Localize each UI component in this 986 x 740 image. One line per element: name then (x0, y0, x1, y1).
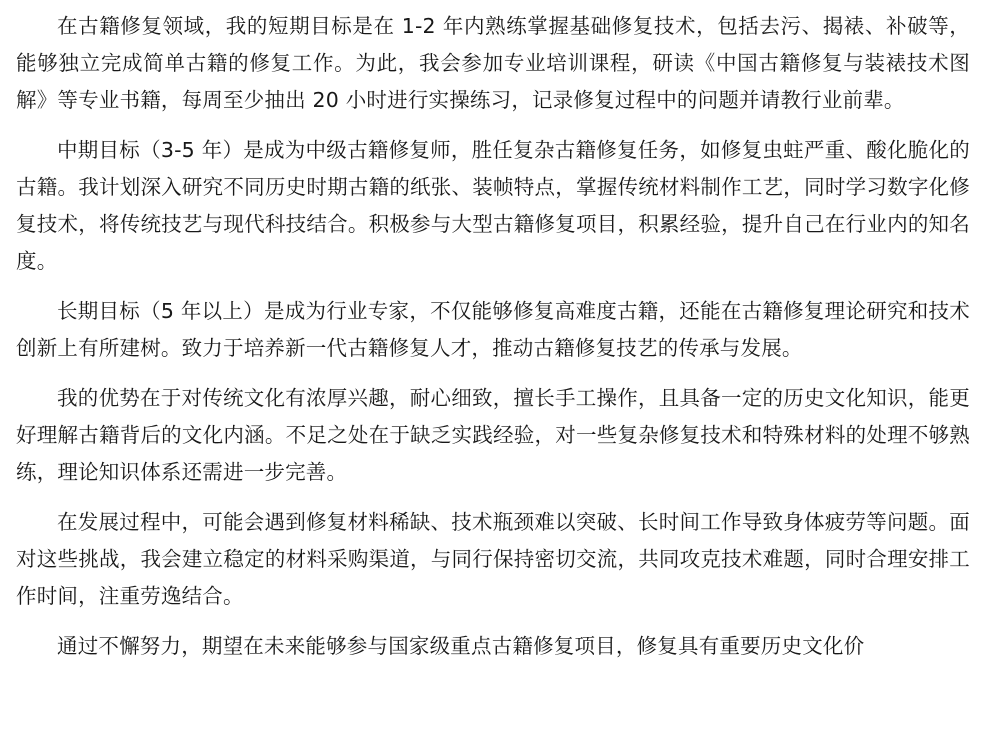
paragraph-conclusion: 通过不懈努力，期望在未来能够参与国家级重点古籍修复项目，修复具有重要历史文化价 (57, 634, 865, 658)
paragraph-challenges: 在发展过程中，可能会遇到修复材料稀缺、技术瓶颈难以突破、长时间工作导致身体疲劳等问题。面对这些挑战，我会建立稳定的材料采购渠道，与同行保持密切交流，共同攻克技术难题，同时合理安排工作时间，注重劳逸结合。 (16, 510, 970, 608)
paragraph-mid-term-goal: 中期目标（3-5 年）是成为中级古籍修复师，胜任复杂古籍修复任务，如修复虫蛀严重、酸化脆化的古籍。我计划深入研究不同历史时期古籍的纸张、装帧特点，掌握传统材料制作工艺，同时学习数字化修复技术，将传统技艺与现代科技结合。积极参与大型古籍修复项目，积累经验，提升自己在行业内的知名度。 (16, 138, 970, 273)
paragraph-long-term-goal: 长期目标（5 年以上）是成为行业专家，不仅能够修复高难度古籍，还能在古籍修复理论研究和技术创新上有所建树。致力于培养新一代古籍修复人才，推动古籍修复技艺的传承与发展。 (16, 299, 970, 360)
paragraph-short-term-goal: 在古籍修复领域，我的短期目标是在 1-2 年内熟练掌握基础修复技术，包括去污、揭裱、补破等，能够独立完成简单古籍的修复工作。为此，我会参加专业培训课程，研读《中国古籍修复与装裱技术图解》等专业书籍，每周至少抽出 20 小时进行实操练习，记录修复过程中的问题并请教行业前辈。 (16, 14, 970, 112)
paragraph-strengths-weaknesses: 我的优势在于对传统文化有浓厚兴趣，耐心细致，擅长手工操作，且具备一定的历史文化知识，能更好理解古籍背后的文化内涵。不足之处在于缺乏实践经验，对一些复杂修复技术和特殊材料的处理不够熟练，理论知识体系还需进一步完善。 (16, 386, 970, 484)
